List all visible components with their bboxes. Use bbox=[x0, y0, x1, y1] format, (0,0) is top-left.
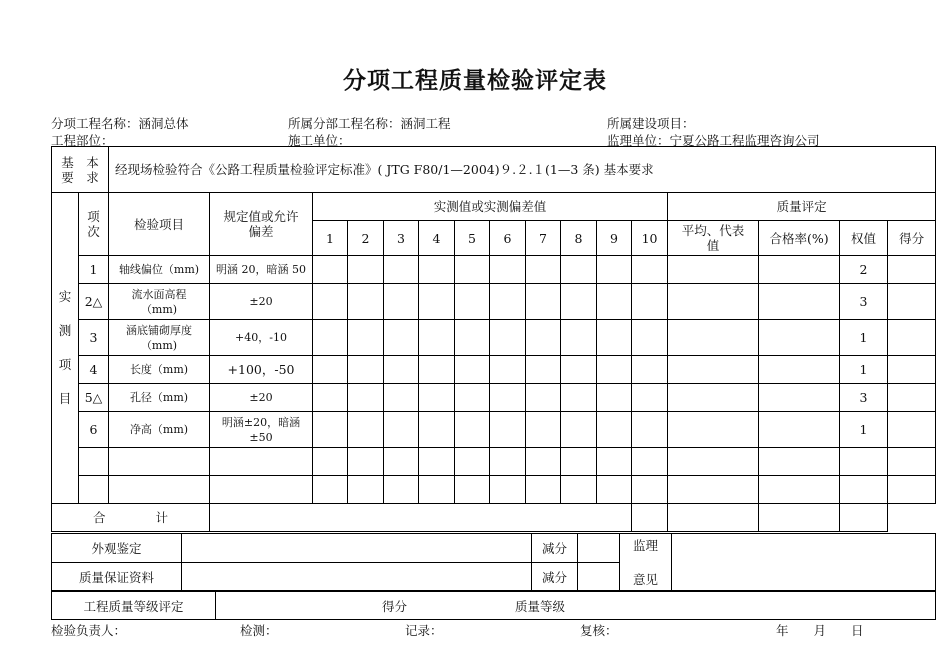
col-num: 8 bbox=[561, 221, 597, 256]
appearance-deduct-label: 减分 bbox=[532, 534, 578, 563]
row-item: 流水面高程（mm) bbox=[109, 284, 210, 320]
col-quality: 质量评定 bbox=[668, 193, 936, 221]
col-avg: 平均、代表值 bbox=[668, 221, 759, 256]
col-score: 得分 bbox=[888, 221, 936, 256]
row-spec: ±20 bbox=[210, 284, 313, 320]
inspection-table bbox=[51, 146, 936, 532]
col-num: 1 bbox=[313, 221, 348, 256]
date-field: 年 月 日 bbox=[776, 623, 864, 638]
row-weight: 1 bbox=[840, 320, 888, 356]
row-spec: 明涵 20，暗涵 50 bbox=[210, 256, 313, 284]
row-seq: 6 bbox=[79, 412, 109, 448]
row-seq: 1 bbox=[79, 256, 109, 284]
basic-requirements-text: 经现场检验符合《公路工程质量检验评定标准》( JTG F80/1—2004)９.２.１(1—3 条) 基本要求 bbox=[109, 147, 936, 193]
row-item: 长度（mm) bbox=[109, 356, 210, 384]
row-spec: +100，-50 bbox=[210, 356, 313, 384]
row-weight: 1 bbox=[840, 412, 888, 448]
review-signature: 复核： bbox=[580, 623, 618, 638]
division-name: 所属分部工程名称：涵洞工程 bbox=[288, 116, 451, 131]
row-weight: 2 bbox=[840, 256, 888, 284]
row-item: 轴线偏位（mm) bbox=[109, 256, 210, 284]
basic-requirements-label: 基 本 要 求 bbox=[52, 147, 109, 193]
col-num: 7 bbox=[526, 221, 561, 256]
total-row bbox=[52, 504, 936, 532]
construction-project: 所属建设项目： bbox=[607, 116, 695, 131]
supervision-opinion-label: 监理 意见 bbox=[620, 534, 672, 591]
col-measured: 实测值或实测偏差值 bbox=[313, 193, 668, 221]
col-seq: 项次 bbox=[79, 193, 109, 256]
table-row bbox=[52, 384, 936, 412]
measured-items-side-label: 实 测 项 目 bbox=[52, 193, 79, 504]
row-seq: 2△ bbox=[79, 284, 109, 320]
col-num: 5 bbox=[455, 221, 490, 256]
grade-value bbox=[216, 592, 936, 620]
inspector-signature: 检验负责人： bbox=[51, 623, 127, 638]
table-row-empty bbox=[52, 448, 936, 476]
appearance-value bbox=[182, 534, 532, 563]
row-weight: 1 bbox=[840, 356, 888, 384]
row-item: 涵底铺砌厚度（mm) bbox=[109, 320, 210, 356]
page-title: 分项工程质量检验评定表 bbox=[343, 67, 607, 94]
col-num: 3 bbox=[384, 221, 419, 256]
row-spec: ±20 bbox=[210, 384, 313, 412]
table-row bbox=[52, 320, 936, 356]
contractor: 施工单位： bbox=[288, 133, 351, 148]
row-seq: 5△ bbox=[79, 384, 109, 412]
project-name: 分项工程名称：涵洞总体 bbox=[51, 116, 189, 131]
table-row bbox=[52, 284, 936, 320]
grade-table bbox=[51, 591, 936, 620]
col-num: 6 bbox=[490, 221, 526, 256]
row-item: 净高（mm) bbox=[109, 412, 210, 448]
row-item: 孔径（mm) bbox=[109, 384, 210, 412]
project-part: 工程部位： bbox=[51, 133, 114, 148]
row-weight: 3 bbox=[840, 384, 888, 412]
testing-signature: 检测： bbox=[240, 623, 278, 638]
supervision-opinion-value bbox=[672, 534, 936, 591]
record-signature: 记录： bbox=[405, 623, 443, 638]
total-label: 合 计 bbox=[52, 504, 210, 532]
table-row bbox=[52, 256, 936, 284]
col-num: 10 bbox=[632, 221, 668, 256]
col-item: 检验项目 bbox=[109, 193, 210, 256]
appearance-deduct-value bbox=[578, 534, 620, 563]
row-seq: 3 bbox=[79, 320, 109, 356]
col-num: 9 bbox=[597, 221, 632, 256]
quality-docs-deduct-value bbox=[578, 563, 620, 591]
row-spec: +40，-10 bbox=[210, 320, 313, 356]
grade-label: 工程质量等级评定 bbox=[52, 592, 216, 620]
grade-score-label: 得分 bbox=[382, 598, 408, 614]
col-spec: 规定值或允许偏差 bbox=[210, 193, 313, 256]
supervisor-unit: 监理单位：宁夏公路工程监理咨询公司 bbox=[607, 133, 820, 148]
row-weight: 3 bbox=[840, 284, 888, 320]
row-spec: 明涵±20，暗涵±50 bbox=[210, 412, 313, 448]
col-num: 4 bbox=[419, 221, 455, 256]
table-row bbox=[52, 356, 936, 384]
grade-level-label: 质量等级 bbox=[514, 598, 565, 614]
quality-docs-label: 质量保证资料 bbox=[52, 563, 182, 591]
table-row bbox=[52, 412, 936, 448]
col-weight: 权值 bbox=[840, 221, 888, 256]
appearance-table bbox=[51, 533, 936, 591]
quality-docs-value bbox=[182, 563, 532, 591]
row-seq: 4 bbox=[79, 356, 109, 384]
quality-docs-deduct-label: 减分 bbox=[532, 563, 578, 591]
appearance-label: 外观鉴定 bbox=[52, 534, 182, 563]
table-row-empty bbox=[52, 476, 936, 504]
col-pass-rate: 合格率(%) bbox=[759, 221, 840, 256]
col-num: 2 bbox=[348, 221, 384, 256]
